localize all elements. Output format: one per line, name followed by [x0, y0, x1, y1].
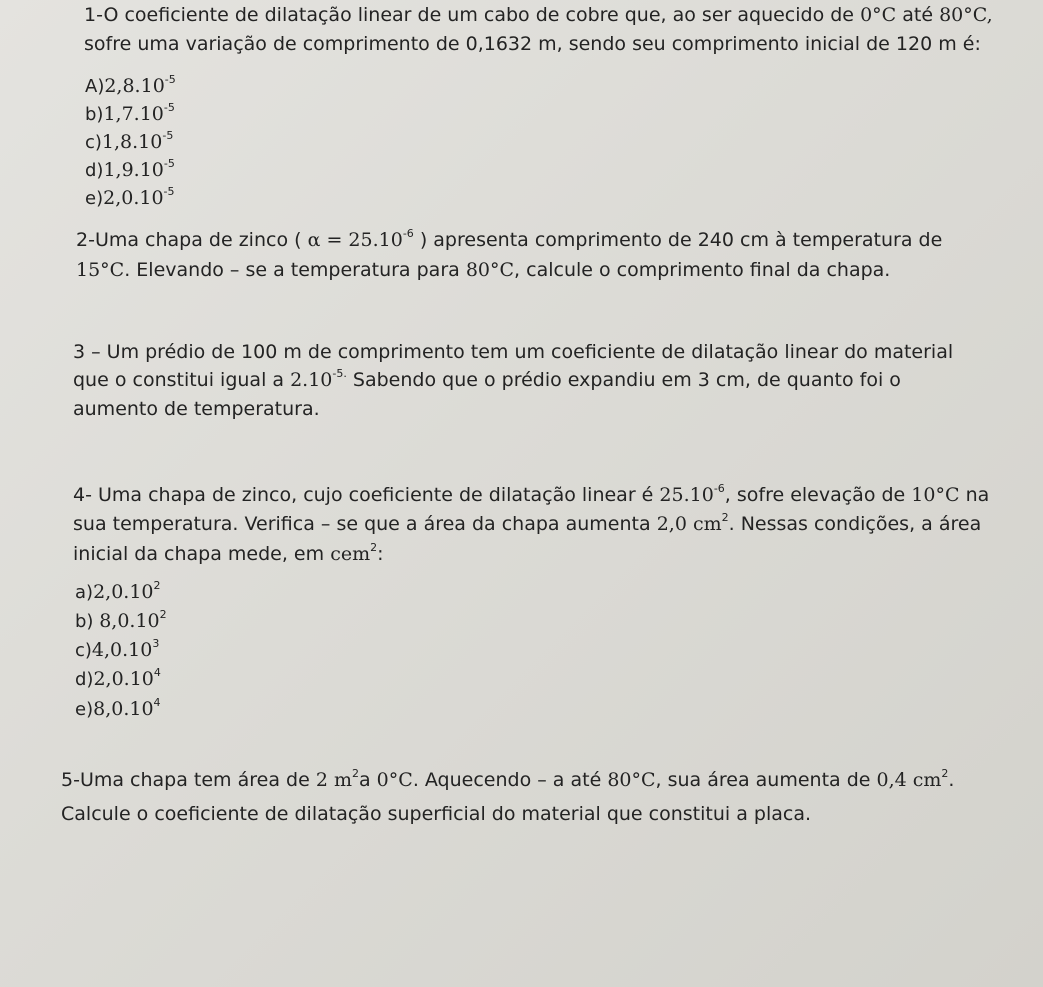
q5-text-c: . Aquecendo – a até	[412, 769, 602, 791]
q2-text-c: . Elevando – se a temperatura para	[124, 259, 460, 281]
q4-coefficient: 25.10	[659, 484, 714, 506]
q4-delta-temperature: 10°C	[911, 484, 960, 506]
q3-text-b: Sabendo que o prédio expandiu em 3 cm, de quanto foi o	[352, 369, 901, 391]
option-exponent: 4	[153, 696, 161, 709]
option-value: 1,9.10	[103, 159, 164, 181]
q5-line-1	[61, 768, 954, 792]
q5-area-exponent: 2	[351, 767, 359, 780]
option-value: 1,8.10	[101, 131, 163, 153]
option-exponent: -5	[163, 101, 175, 114]
option-value: 2,0.10	[93, 581, 154, 603]
q4-option-b	[75, 609, 167, 634]
q4-text-e: . Nessas condições, a área	[728, 513, 982, 535]
option-value: 2,8.10	[104, 75, 165, 97]
option-exponent: -5	[162, 129, 174, 142]
q4-text-d: sua temperatura. Verifica – se que a área da chapa aumenta	[73, 513, 651, 535]
q1-temp-to: 80°C,	[939, 4, 993, 26]
q1-option-b	[85, 102, 175, 127]
q1-option-d	[85, 158, 175, 183]
q4-unit: cem	[330, 543, 371, 565]
option-label: d)	[75, 669, 94, 690]
q1-ate: até	[902, 4, 934, 26]
option-value: 8,0.10	[93, 698, 154, 720]
q1-line-2: sofre uma variação de comprimento de 0,1632 m, sendo seu comprimento inicial de 120 m é:	[84, 33, 981, 55]
option-exponent: 2	[159, 608, 167, 621]
q3-coefficient: 2.10	[290, 369, 333, 391]
option-label: d)	[85, 160, 104, 181]
q4-text-a: 4- Uma chapa de zinco, cujo coeficiente de dilatação linear é	[73, 484, 654, 506]
q5-text-d: , sua área aumenta de	[655, 769, 871, 791]
option-value: 8,0.10	[99, 610, 160, 632]
option-label: a)	[75, 582, 94, 603]
q1-option-a	[85, 74, 176, 99]
option-value: 4,0.10	[91, 639, 153, 661]
q2-temp-final: 80°C	[465, 259, 515, 281]
option-exponent: 4	[153, 666, 161, 679]
option-exponent: -5	[163, 157, 175, 170]
q1-temp-from: 0°C	[860, 4, 897, 26]
q4-text-f: inicial da chapa mede, em	[73, 543, 325, 565]
q4-option-d	[75, 667, 161, 692]
option-exponent: 3	[152, 637, 160, 650]
q4-text-b: , sofre elevação de	[724, 484, 906, 506]
option-value: 2,0.10	[93, 668, 154, 690]
option-label: e)	[75, 699, 94, 720]
q4-line-3	[73, 542, 384, 566]
q5-text-a: 5-Uma chapa tem área de	[61, 769, 310, 791]
q4-area: 2,0 cm	[656, 513, 722, 535]
option-value: 2,0.10	[103, 187, 164, 209]
q2-alpha-exponent: -6	[402, 227, 414, 240]
q4-coefficient-exponent: -6	[713, 482, 725, 495]
option-exponent: -5	[164, 73, 176, 86]
q3-line-1: 3 – Um prédio de 100 m de comprimento tem um coeficiente de dilatação linear do material	[73, 341, 954, 363]
option-label: b)	[75, 611, 94, 632]
q3-line-2	[73, 368, 901, 392]
option-exponent: 2	[153, 579, 161, 592]
q2-text-a: 2-Uma chapa de zinco (	[76, 229, 302, 251]
q1-text-1: 1-O coeficiente de dilatação linear de um cabo de cobre que, ao ser aquecido de	[84, 4, 855, 26]
q4-option-e	[75, 697, 161, 722]
q3-text-a: que o constitui igual a	[73, 369, 285, 391]
option-label: c)	[85, 132, 102, 153]
q4-line-1	[73, 483, 989, 507]
option-value: 1,7.10	[103, 103, 164, 125]
q5-temp-final: 80°C	[607, 769, 656, 791]
q1-option-e	[85, 186, 175, 211]
q5-area: 2 m	[315, 769, 352, 791]
q2-text-b: ) apresenta comprimento de 240 cm à temperatura de	[419, 229, 943, 251]
q1-option-c	[85, 130, 173, 155]
option-exponent: -5	[163, 185, 175, 198]
q3-line-3: aumento de temperatura.	[73, 398, 320, 420]
q3-coefficient-exponent: -5.	[332, 367, 347, 380]
q5-delta-area-exponent: 2	[941, 767, 949, 780]
q2-temp-initial: 15°C	[76, 259, 125, 281]
q2-line-2	[76, 258, 890, 282]
q4-option-a	[75, 580, 161, 605]
q2-alpha: α = 25.10	[307, 229, 403, 251]
q2-text-d: , calcule o comprimento final da chapa.	[514, 259, 891, 281]
q4-unit-exponent: 2	[370, 541, 378, 554]
q4-option-c	[75, 638, 159, 663]
option-label: c)	[75, 640, 92, 661]
q5-line-2: Calcule o coeficiente de dilatação superficial do material que constitui a placa.	[61, 803, 812, 825]
q1-line-1	[84, 3, 993, 27]
q5-text-e: .	[948, 769, 955, 791]
q5-delta-area: 0,4 cm	[876, 769, 942, 791]
option-label: A)	[85, 76, 105, 97]
q5-temp-initial: 0°C	[376, 769, 413, 791]
q4-text-g: :	[377, 543, 384, 565]
q4-line-2	[73, 512, 981, 536]
option-label: e)	[85, 188, 104, 209]
option-label: b)	[85, 104, 104, 125]
q4-area-exponent: 2	[721, 511, 729, 524]
q5-text-b: a	[358, 769, 371, 791]
q2-line-1	[76, 228, 942, 252]
q4-text-c: na	[965, 484, 990, 506]
